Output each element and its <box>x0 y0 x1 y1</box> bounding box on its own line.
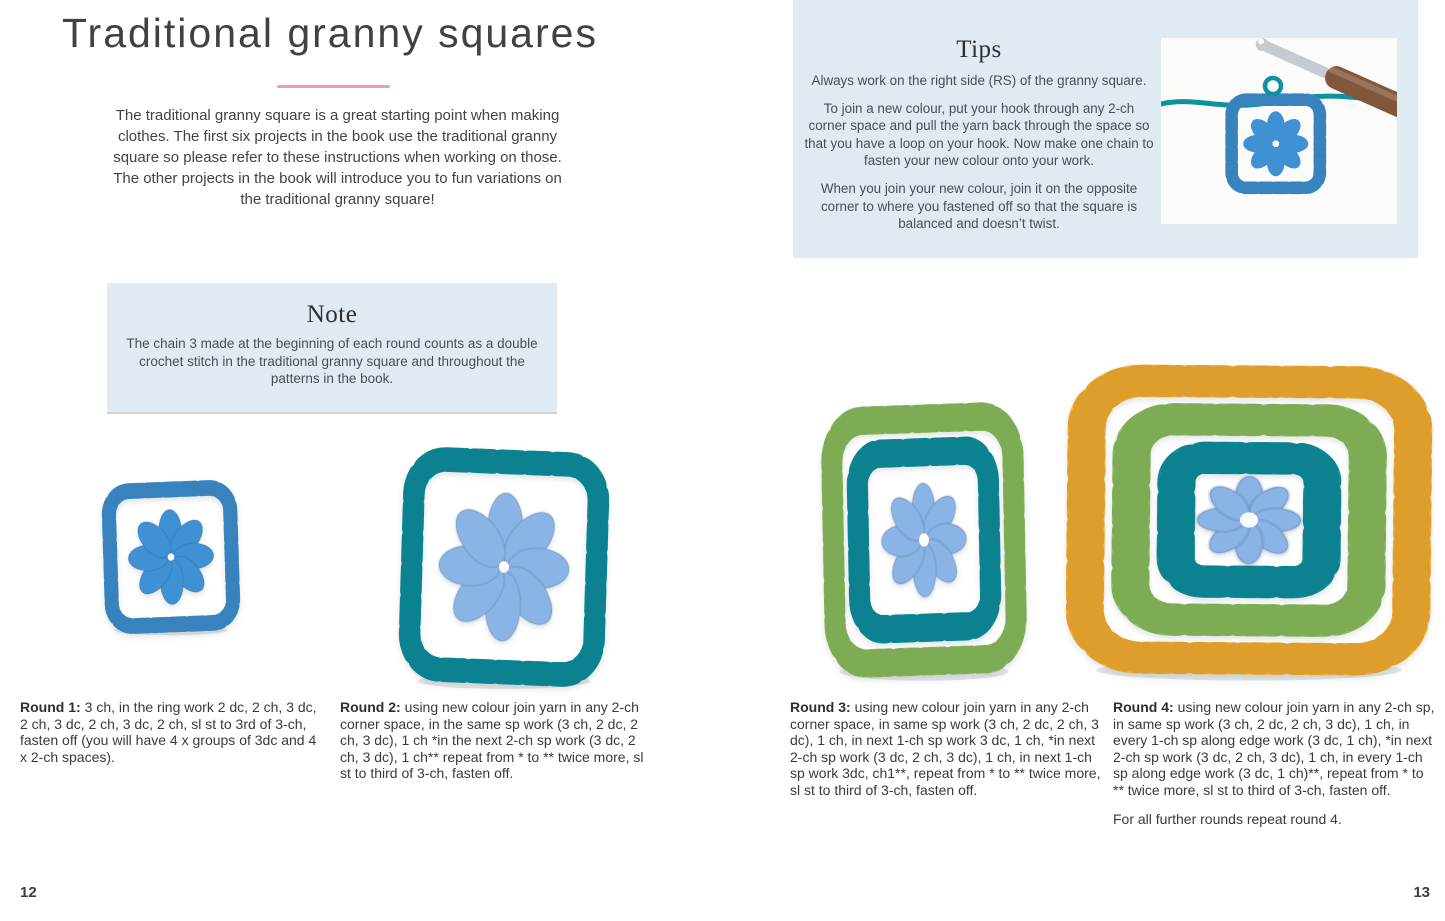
page-number-right: 13 <box>1413 884 1430 901</box>
tips-text-column <box>803 30 1155 243</box>
round-2-text: using new colour join yarn in any 2-ch corner space, in the same sp work (3 ch, 2 dc, 2 ch, 3 dc), 1 ch *in the next 2-ch sp work (3 dc, 2 ch, 3 dc), 1 ch** repeat from * to ** twice more, sl st to third of 3-ch, fasten off. <box>340 699 644 782</box>
tips-paragraph-1: Always work on the right side (RS) of the granny square. <box>811 73 1147 88</box>
round-3-caption-block <box>790 699 1102 799</box>
round-1-caption <box>20 699 320 765</box>
round-1-label: Round 1: <box>20 699 81 715</box>
round-2-granny-square-photo <box>396 444 612 690</box>
round-4-caption <box>1113 699 1435 799</box>
round-4-extra-note: For all further rounds repeat round 4. <box>1113 810 1342 827</box>
tips-box <box>793 0 1418 258</box>
title-divider <box>277 85 390 88</box>
tips-paragraph-2: To join a new colour, put your hook through any 2-ch corner space and pull the yarn back through the space so that you have a loop on your hook. Now make one chain to fasten your new colour onto your work. <box>804 100 1154 169</box>
round-3-label: Round 3: <box>790 699 851 715</box>
note-body: The chain 3 made at the beginning of each round counts as a double crochet stitch in the traditional granny square and throughout the patterns in the book. <box>126 336 538 386</box>
hook-and-yarn-photo <box>1161 38 1397 224</box>
intro-paragraph: The traditional granny square is a great starting point when making clothes. The first six projects in the book use the traditional granny square so please refer to these instructions when working on those. The other projects in the book will introduce you to fun variations on the traditional granny square! <box>113 107 562 208</box>
round-1-text: 3 ch, in the ring work 2 dc, 2 ch, 3 dc, 2 ch, 3 dc, 2 ch, 3 dc, 2 ch, sl st to 3rd of 3-ch, fasten off (you will have 4 x groups of 3dc and 4 x 2-ch spaces). <box>20 699 317 765</box>
page-title: Traditional granny squares <box>62 10 598 56</box>
round-4-caption-block <box>1113 699 1435 827</box>
round-3-text: using new colour join yarn in any 2-ch corner space, in same sp work (3 ch, 2 dc, 2 ch, 3 dc), 1 ch, in next 1-ch sp work 3 dc, 1 ch, *in next 2-ch sp work (3 dc, 2 ch, 3 dc), 1 ch, in next 1-ch sp work 3dc, ch1**, repeat from * to ** twice more, sl st to third of 3-ch, fasten off. <box>790 699 1101 798</box>
tips-heading: Tips <box>956 36 1002 63</box>
round-2-caption <box>340 699 645 782</box>
round-1-granny-square-photo <box>100 478 242 636</box>
round-4-label: Round 4: <box>1113 699 1174 715</box>
round-2-label: Round 2: <box>340 699 401 715</box>
round-4-granny-square-photo <box>1058 358 1440 682</box>
round-3-granny-square-photo <box>818 398 1030 682</box>
note-heading: Note <box>306 301 358 328</box>
round-3-caption <box>790 699 1102 799</box>
page-number-left: 12 <box>20 884 37 901</box>
tips-paragraph-3: When you join your new colour, join it on the opposite corner to where you fastened off so that the square is balanced and doesn’t twist. <box>820 180 1138 232</box>
note-box <box>107 283 557 414</box>
round-4-text: using new colour join yarn in any 2-ch sp, in same sp work (3 ch, 2 dc, 2 ch, 3 dc), 1 ch, in every 1-ch sp along edge work (3 dc, 1 ch), *in next 2-ch sp work (3 dc, 2 ch, 3 dc), 1 ch, in every 1-ch sp along edge work (3 dc, 1 ch)**, repeat from * to ** twice more, sl st to third of 3-ch, fasten off. <box>1113 699 1435 798</box>
